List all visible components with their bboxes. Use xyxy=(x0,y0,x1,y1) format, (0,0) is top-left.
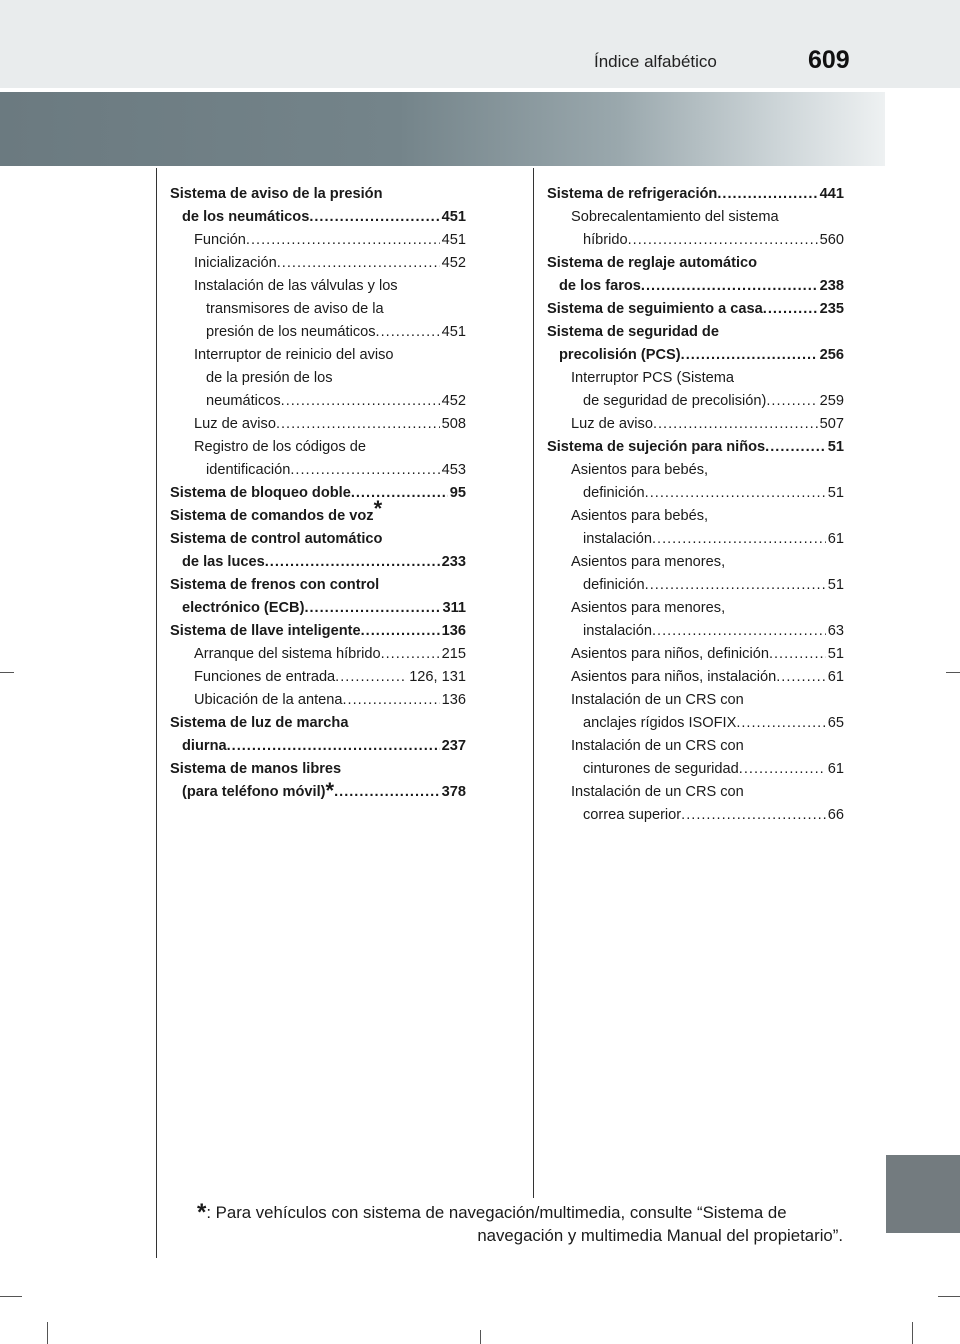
index-entry xyxy=(547,551,844,574)
entry-text: Registro de los códigos de xyxy=(194,439,366,455)
entry-text: Luz de aviso xyxy=(194,416,276,432)
crop-mark xyxy=(946,672,960,673)
page-ref: 61 xyxy=(827,531,844,547)
leader-dots xyxy=(766,390,817,413)
page-ref: 453 xyxy=(441,462,466,478)
index-entry xyxy=(547,689,844,712)
leader-dots xyxy=(265,551,440,574)
leader-dots xyxy=(681,344,818,367)
index-entry xyxy=(170,597,466,620)
entry-text: presión de los neumáticos xyxy=(206,324,376,340)
entry-text: Interruptor de reinicio del aviso xyxy=(194,347,394,363)
index-entry xyxy=(170,459,466,482)
entry-text: Sistema de sujeción para niños xyxy=(547,439,766,455)
footnote-marker: * xyxy=(197,1199,207,1226)
page-ref: 508 xyxy=(441,416,466,432)
entry-text: Interruptor PCS (Sistema xyxy=(571,370,735,386)
index-entry xyxy=(547,643,844,666)
index-entry xyxy=(170,574,466,597)
index-entry xyxy=(170,275,466,298)
index-entry xyxy=(547,275,844,298)
leader-dots xyxy=(361,620,440,643)
index-entry xyxy=(170,321,466,344)
entry-text: Sistema de refrigeración xyxy=(547,186,718,202)
entry-text: Sobrecalentamiento del sistema xyxy=(571,209,779,225)
page-ref: 233 xyxy=(441,554,466,570)
entry-text: definición xyxy=(583,485,645,501)
index-entry xyxy=(547,252,844,275)
entry-text: de la presión de los xyxy=(206,370,333,386)
leader-dots xyxy=(628,229,818,252)
index-entry xyxy=(547,321,844,344)
leader-dots xyxy=(681,804,826,827)
leader-dots xyxy=(736,712,825,735)
index-entry xyxy=(547,574,844,597)
leader-dots xyxy=(246,229,440,252)
page-ref: 51 xyxy=(827,646,844,662)
left-rule xyxy=(156,168,157,1258)
entry-text: Funciones de entrada xyxy=(194,669,336,685)
footnote-text: : Para vehículos con sistema de navegación/multimedia, consulte “Sistema de xyxy=(206,1203,787,1222)
leader-dots xyxy=(652,620,826,643)
index-column-right xyxy=(547,183,844,827)
entry-text: definición xyxy=(583,577,645,593)
entry-text: Luz de aviso xyxy=(571,416,653,432)
entry-text: Sistema de bloqueo doble xyxy=(170,485,351,501)
leader-dots xyxy=(717,183,817,206)
page-ref: 451 xyxy=(441,324,466,340)
crop-mark xyxy=(0,1296,22,1297)
crop-mark xyxy=(0,672,14,673)
crop-mark xyxy=(47,1322,48,1344)
leader-dots xyxy=(776,666,826,689)
index-entry xyxy=(547,436,844,459)
index-entry xyxy=(170,735,466,758)
page-ref: 259 xyxy=(819,393,844,409)
leader-dots xyxy=(335,666,407,689)
leader-dots xyxy=(763,298,818,321)
page-ref: 441 xyxy=(819,186,844,202)
crop-mark xyxy=(938,1296,960,1297)
entry-text: Sistema de frenos con control xyxy=(170,577,380,593)
index-entry xyxy=(547,735,844,758)
leader-dots xyxy=(769,643,826,666)
page-ref: 215 xyxy=(441,646,466,662)
index-entry xyxy=(170,229,466,252)
entry-text: Asientos para bebés, xyxy=(571,462,709,478)
leader-dots xyxy=(290,459,439,482)
index-entry xyxy=(170,183,466,206)
page-number: 609 xyxy=(808,46,850,74)
leader-dots xyxy=(309,206,439,229)
leader-dots xyxy=(645,482,826,505)
leader-dots xyxy=(381,643,440,666)
page-ref: 66 xyxy=(827,807,844,823)
index-entry xyxy=(170,367,466,390)
index-entry xyxy=(547,528,844,551)
page-ref: 51 xyxy=(827,485,844,501)
index-entry xyxy=(547,298,844,321)
index-entry xyxy=(547,367,844,390)
index-entry xyxy=(170,528,466,551)
index-entry xyxy=(170,620,466,643)
index-entry xyxy=(547,505,844,528)
entry-text: Sistema de seguridad de xyxy=(547,324,719,340)
entry-text: Asientos para niños, definición xyxy=(571,646,769,662)
entry-text: instalación xyxy=(583,623,652,639)
entry-text: precolisión (PCS) xyxy=(559,347,681,363)
entry-text: Sistema de comandos de voz xyxy=(170,508,374,524)
index-entry xyxy=(170,436,466,459)
entry-text: Asientos para menores, xyxy=(571,600,726,616)
page-ref: 136 xyxy=(441,692,466,708)
index-entry xyxy=(547,620,844,643)
index-entry xyxy=(170,252,466,275)
page-ref: 256 xyxy=(819,347,844,363)
index-entry xyxy=(547,804,844,827)
page-ref: 452 xyxy=(441,393,466,409)
leader-dots xyxy=(376,321,440,344)
entry-text: Ubicación de la antena xyxy=(194,692,343,708)
index-column-left xyxy=(170,183,466,804)
entry-text: neumáticos xyxy=(206,393,281,409)
entry-text: Asientos para bebés, xyxy=(571,508,709,524)
index-entry xyxy=(170,551,466,574)
index-entry xyxy=(547,413,844,436)
page-ref: 238 xyxy=(819,278,844,294)
leader-dots xyxy=(653,413,818,436)
leader-dots xyxy=(281,390,440,413)
entry-text: Inicialización xyxy=(194,255,277,271)
page-ref: 65 xyxy=(827,715,844,731)
entry-text: Instalación de un CRS con xyxy=(571,738,744,754)
page-ref: 136 xyxy=(441,623,466,639)
page-ref: 560 xyxy=(819,232,844,248)
entry-text: Sistema de llave inteligente xyxy=(170,623,361,639)
entry-text: Sistema de manos libres xyxy=(170,761,342,777)
index-entry xyxy=(170,496,466,528)
entry-text: Asientos para menores, xyxy=(571,554,726,570)
leader-dots xyxy=(739,758,826,781)
entry-text: de los neumáticos xyxy=(182,209,310,225)
page-ref: 452 xyxy=(441,255,466,271)
page-ref: 61 xyxy=(827,669,844,685)
leader-dots xyxy=(765,436,826,459)
index-entry xyxy=(170,390,466,413)
entry-text: Instalación de las válvulas y los xyxy=(194,278,398,294)
index-entry xyxy=(547,229,844,252)
leader-dots xyxy=(645,574,826,597)
footnote-line-1 xyxy=(197,1199,843,1227)
page-ref: 235 xyxy=(819,301,844,317)
index-entry xyxy=(547,482,844,505)
index-entry xyxy=(170,413,466,436)
leader-dots xyxy=(334,781,440,804)
index-entry xyxy=(170,712,466,735)
index-entry xyxy=(170,666,466,689)
index-entry: (para teléfono móvil) * ..... 378 xyxy=(170,781,466,804)
leader-dots xyxy=(277,252,440,275)
crop-mark xyxy=(480,1330,481,1344)
index-entry xyxy=(170,206,466,229)
leader-dots xyxy=(342,689,439,712)
page-ref: 237 xyxy=(441,738,466,754)
page-ref: 63 xyxy=(827,623,844,639)
entry-text: Sistema de aviso de la presión xyxy=(170,186,383,202)
entry-text: de seguridad de precolisión) xyxy=(583,393,767,409)
leader-dots xyxy=(276,413,440,436)
page-ref: 451 xyxy=(441,232,466,248)
index-entry xyxy=(547,597,844,620)
index-entry xyxy=(547,183,844,206)
page-ref: 378 xyxy=(441,784,466,800)
entry-text: (para teléfono móvil) xyxy=(182,784,326,800)
footnote-line-2: navegación y multimedia Manual del propietario”. xyxy=(477,1226,843,1245)
entry-text: Instalación de un CRS con xyxy=(571,784,744,800)
entry-text: transmisores de aviso de la xyxy=(206,301,384,317)
entry-text: cinturones de seguridad xyxy=(583,761,739,777)
index-entry xyxy=(547,712,844,735)
leader-dots xyxy=(304,597,440,620)
entry-text: electrónico (ECB) xyxy=(182,600,305,616)
page-ref: 61 xyxy=(827,761,844,777)
entry-text: identificación xyxy=(206,462,291,478)
entry-text: Función xyxy=(194,232,246,248)
index-entry xyxy=(547,781,844,804)
entry-text: correa superior xyxy=(583,807,682,823)
leader-dots xyxy=(351,482,448,505)
index-entry xyxy=(547,666,844,689)
index-entry xyxy=(170,643,466,666)
header-band xyxy=(0,92,885,166)
page-ref: 95 xyxy=(449,485,466,501)
page-ref: 51 xyxy=(827,439,844,455)
page-ref: 451 xyxy=(441,209,466,225)
leader-dots xyxy=(227,735,440,758)
section-title: Índice alfabético xyxy=(594,52,717,71)
index-entry xyxy=(170,298,466,321)
entry-text: Arranque del sistema híbrido xyxy=(194,646,381,662)
index-entry xyxy=(547,206,844,229)
leader-dots xyxy=(641,275,818,298)
index-entry xyxy=(170,482,466,505)
entry-text: Sistema de seguimiento a casa xyxy=(547,301,763,317)
index-entry xyxy=(170,689,466,712)
index-entry xyxy=(547,390,844,413)
entry-text: instalación xyxy=(583,531,652,547)
page-ref: 51 xyxy=(827,577,844,593)
entry-text: Instalación de un CRS con xyxy=(571,692,744,708)
entry-text: híbrido xyxy=(583,232,628,248)
entry-text: diurna xyxy=(182,738,227,754)
entry-text: anclajes rígidos ISOFIX xyxy=(583,715,737,731)
footnote-asterisk: * xyxy=(373,496,383,522)
thumb-tab xyxy=(886,1155,960,1233)
crop-mark xyxy=(912,1322,913,1344)
index-entry xyxy=(170,344,466,367)
leader-dots xyxy=(652,528,826,551)
index-entry xyxy=(547,459,844,482)
index-entry xyxy=(547,344,844,367)
column-divider xyxy=(533,168,534,1198)
page-ref: 126, 131 xyxy=(409,669,466,685)
entry-text: Asientos para niños, instalación xyxy=(571,669,777,685)
index-entry xyxy=(170,758,466,781)
entry-text: Sistema de reglaje automático xyxy=(547,255,758,271)
page-ref: 507 xyxy=(819,416,844,432)
index-entry xyxy=(547,758,844,781)
entry-text: Sistema de control automático xyxy=(170,531,383,547)
entry-text: de los faros xyxy=(559,278,641,294)
page-ref: 311 xyxy=(442,600,466,616)
entry-text: de las luces xyxy=(182,554,265,570)
entry-text: Sistema de luz de marcha xyxy=(170,715,349,731)
